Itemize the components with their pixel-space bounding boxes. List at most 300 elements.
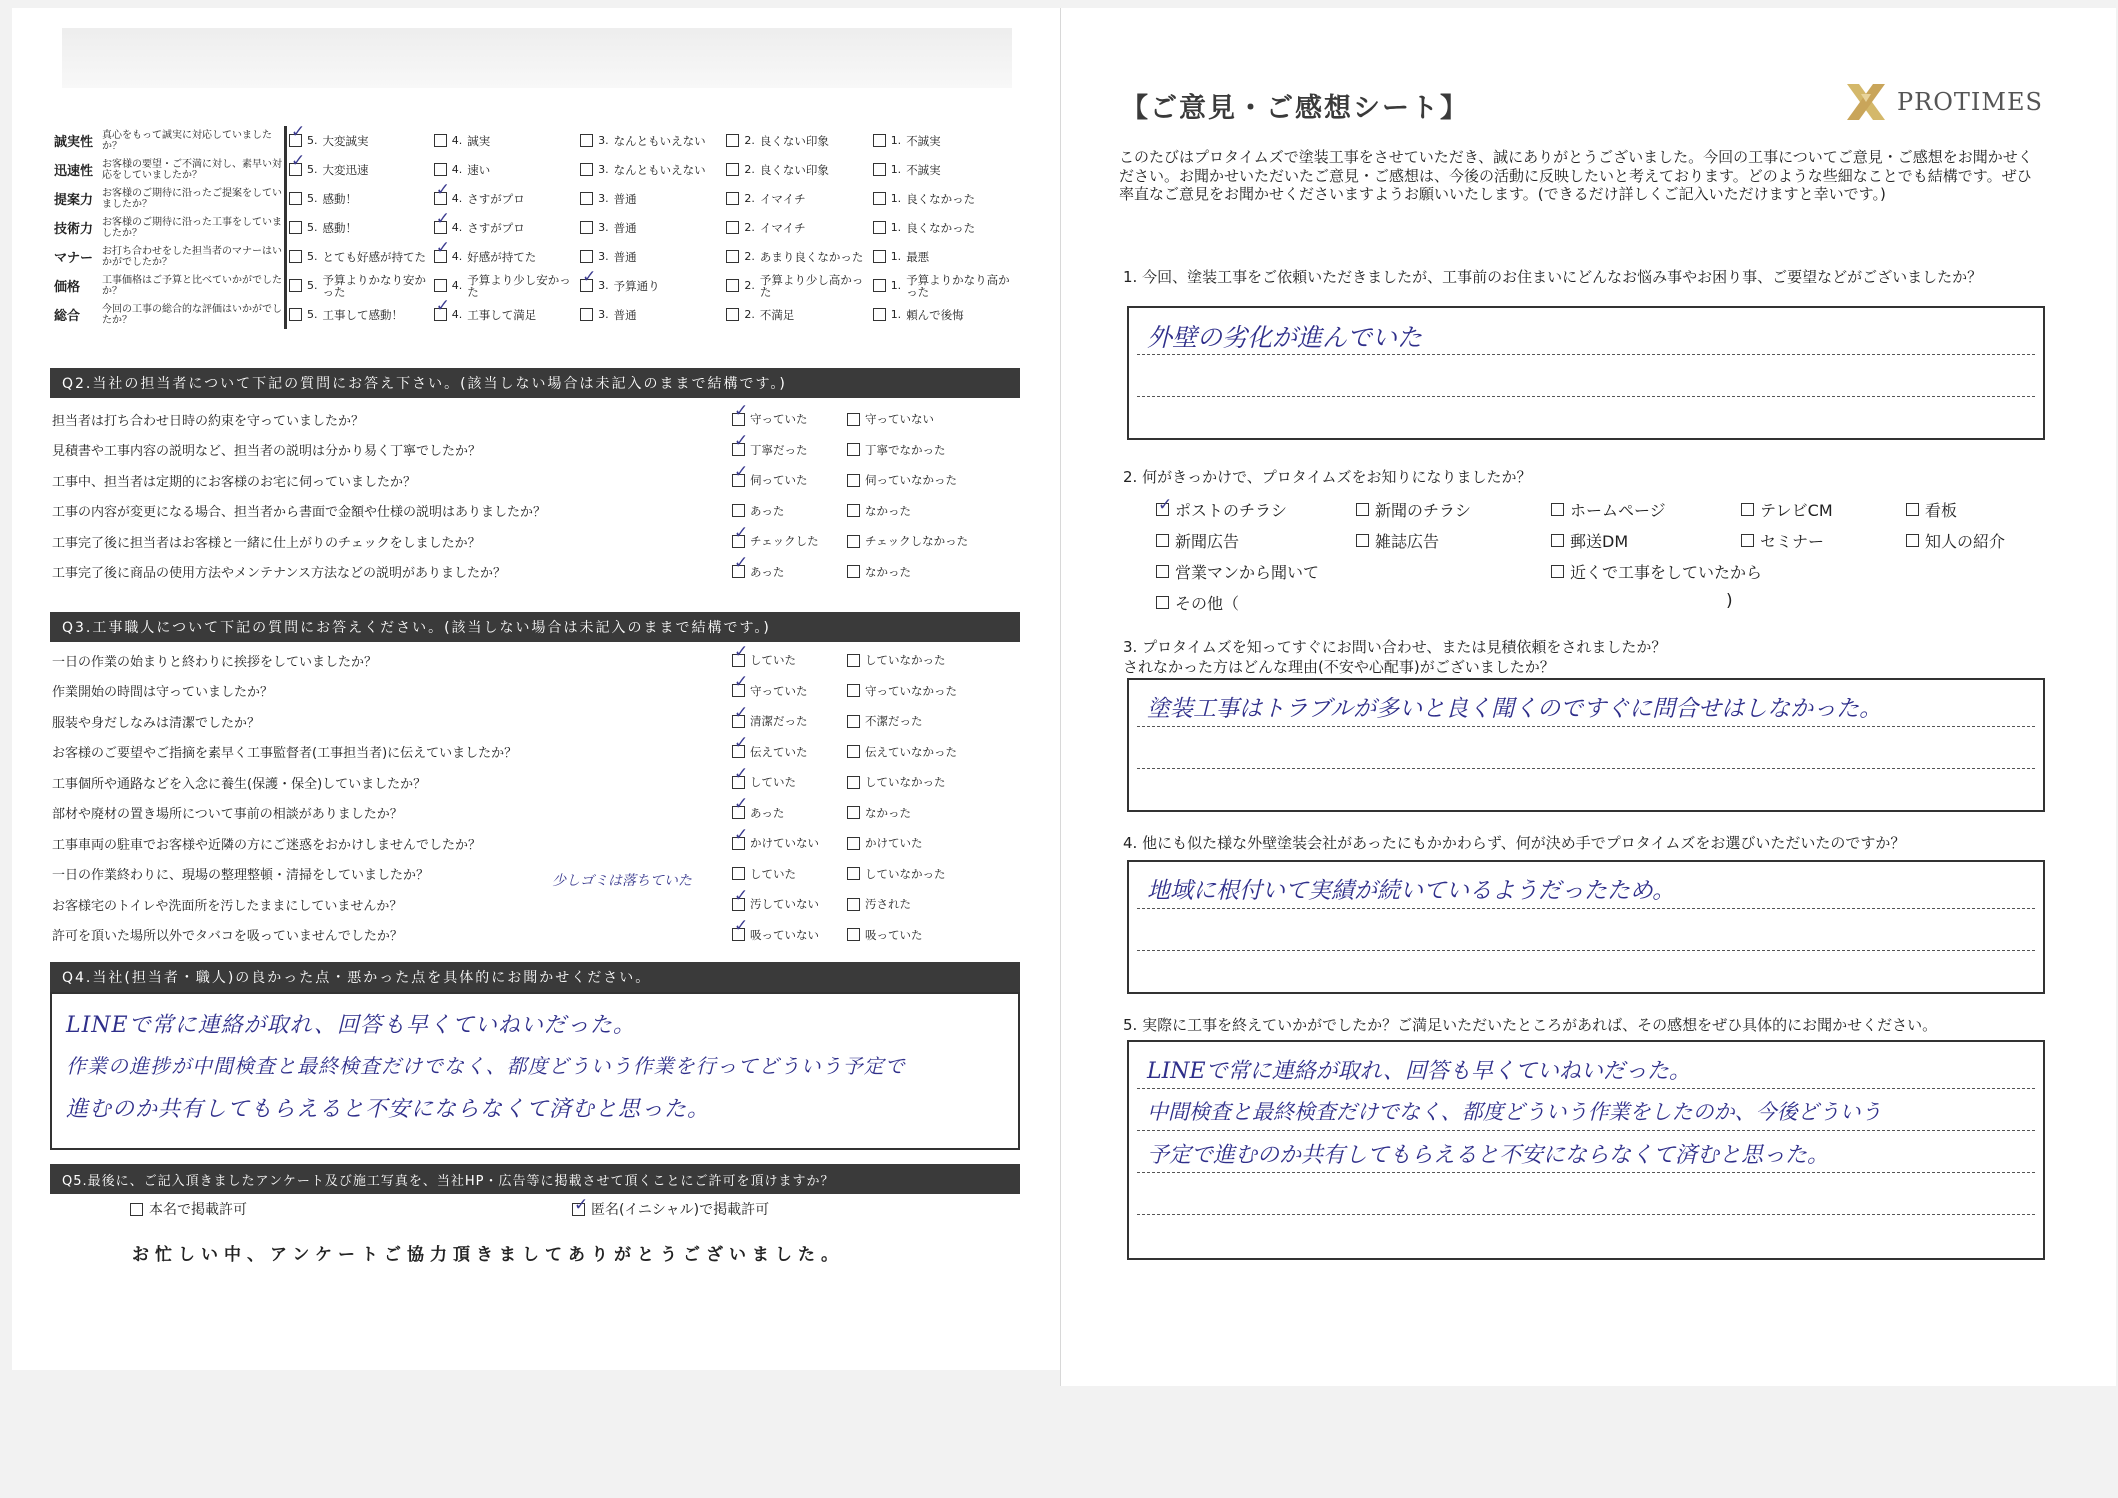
q1-row-label: 価格	[54, 280, 81, 295]
option-label: 良くなかった	[906, 220, 976, 235]
q1-option-cell	[432, 213, 578, 242]
rating-option[interactable]	[873, 250, 1015, 263]
rating-option[interactable]	[726, 250, 868, 263]
question-text: 工事の内容が変更になる場合、担当者から書面で金額や仕様の説明はありましたか？	[52, 505, 547, 521]
option-label: 頼んで後悔	[906, 307, 964, 322]
checkbox[interactable]	[434, 134, 447, 147]
checkbox[interactable]	[572, 1203, 585, 1216]
answer-option-yes[interactable]	[732, 867, 796, 880]
answer-option-yes[interactable]	[732, 806, 784, 819]
checkbox[interactable]	[732, 867, 745, 880]
checkbox[interactable]	[847, 745, 860, 758]
q2-option[interactable]	[1551, 560, 1762, 583]
option-number: 5.	[307, 307, 318, 321]
answer-option-no[interactable]	[847, 837, 923, 850]
checkbox[interactable]	[873, 250, 886, 263]
option-number: 5.	[307, 249, 318, 263]
answer-option-yes[interactable]	[732, 898, 819, 911]
option-label: 吸っていない	[750, 927, 819, 942]
q5-option-real-name[interactable]	[130, 1199, 247, 1219]
survey-question-row	[52, 676, 1017, 707]
option-number: 1.	[890, 191, 902, 205]
rating-option[interactable]	[434, 274, 576, 298]
q3-answer-box[interactable]	[1127, 678, 2045, 812]
q4-answer-box[interactable]	[1127, 860, 2045, 994]
q4-answer-line: LINEで常に連絡が取れ、回答も早くていねいだった。	[66, 1013, 636, 1038]
answer-option-no[interactable]	[847, 776, 946, 789]
survey-question-row	[52, 557, 1017, 588]
rating-option[interactable]	[434, 308, 576, 321]
rating-option[interactable]	[289, 134, 430, 147]
checkbox[interactable]	[732, 654, 745, 667]
checkbox[interactable]	[847, 474, 860, 487]
paren-close: )	[1726, 591, 1733, 611]
option-number: 3.	[598, 249, 609, 263]
checkbox[interactable]	[726, 250, 739, 263]
option-label: 汚していない	[750, 897, 819, 912]
checkbox[interactable]	[732, 504, 745, 517]
survey-question-row	[52, 645, 1017, 676]
answer-option-no[interactable]	[847, 745, 957, 758]
answer-option-yes[interactable]	[732, 474, 808, 487]
survey-question-row	[52, 737, 1017, 768]
q1-question: 1. 今回、塗装工事をご依頼いただきましたが、工事前のお住まいにどんなお悩み事やお困り事、ご要望などがございましたか？	[1123, 268, 1983, 286]
survey-question-row	[52, 798, 1017, 829]
q2-header: Q2.当社の担当者について下記の質問にお答え下さい。(該当しない場合は未記入のままで結構です。)	[50, 368, 1020, 398]
option-label: 良くない印象	[759, 133, 829, 148]
checkbox[interactable]	[732, 715, 745, 728]
checkbox[interactable]	[130, 1203, 143, 1216]
option-label: 丁寧だった	[750, 442, 808, 457]
checkbox[interactable]	[289, 221, 302, 234]
answer-option-no[interactable]	[847, 654, 946, 667]
checkbox[interactable]	[732, 898, 745, 911]
checkbox[interactable]	[289, 134, 302, 147]
option-label: あった	[750, 805, 785, 820]
option-label: 吸っていた	[865, 927, 923, 942]
checkbox[interactable]	[1741, 534, 1754, 547]
rating-option[interactable]	[873, 134, 1015, 147]
checkbox[interactable]	[1551, 534, 1564, 547]
checkbox[interactable]	[847, 504, 860, 517]
checkbox[interactable]	[580, 279, 593, 292]
option-label: 新聞のチラシ	[1375, 501, 1472, 520]
q1-option-cell	[286, 213, 432, 242]
rule-line	[1137, 1088, 2035, 1089]
answer-option-no[interactable]	[847, 535, 968, 548]
checkbox[interactable]	[847, 443, 860, 456]
checkbox[interactable]	[434, 279, 447, 292]
q3-question-list	[52, 645, 1017, 950]
rating-option[interactable]	[873, 274, 1015, 298]
option-label: 予算より少し高かった	[759, 272, 864, 299]
rating-option[interactable]	[580, 250, 722, 263]
q3-question: 3. プロタイムズを知ってすぐにお問い合わせ、または見積依頼をされましたか？	[1123, 638, 1667, 656]
q4-answer: 地域に根付いて実績が続いているようだったため。	[1147, 878, 1676, 904]
checkbox[interactable]	[289, 250, 302, 263]
q1-option-cell	[286, 155, 432, 184]
option-label: 大変迅速	[322, 162, 369, 177]
rating-option[interactable]	[434, 134, 576, 147]
checkbox[interactable]	[726, 279, 739, 292]
checkbox[interactable]	[732, 565, 745, 578]
question-text: 担当者は打ち合わせ日時の約束を守っていましたか？	[52, 413, 365, 429]
option-label: 良くない印象	[759, 162, 829, 177]
option-label: 感動！	[322, 220, 357, 235]
checkbox[interactable]	[726, 221, 739, 234]
q4-answer-box[interactable]	[50, 992, 1020, 1150]
answer-option-yes[interactable]	[732, 715, 808, 728]
rating-option[interactable]	[726, 221, 868, 234]
checkbox[interactable]	[580, 163, 593, 176]
checkbox[interactable]	[847, 715, 860, 728]
checkbox[interactable]	[873, 163, 886, 176]
option-number: 3.	[598, 162, 609, 176]
checkbox[interactable]	[1906, 534, 1919, 547]
option-label: 営業マンから聞いて	[1175, 563, 1320, 582]
checkbox[interactable]	[732, 535, 745, 548]
q2-option[interactable]	[1551, 529, 1628, 552]
q1-row	[52, 242, 1017, 271]
q1-option-cell	[578, 300, 724, 329]
option-number: 3.	[598, 278, 609, 292]
answer-option-no[interactable]	[847, 806, 911, 819]
option-label: 伝えていなかった	[865, 744, 957, 759]
q5-answer-box[interactable]	[1127, 1040, 2045, 1260]
option-number: 1.	[890, 278, 902, 292]
q1-row-label: 誠実性	[54, 135, 94, 150]
option-label: 普通	[613, 220, 637, 235]
answer-option-yes[interactable]	[732, 776, 796, 789]
option-label: かけていた	[865, 836, 923, 851]
checkbox[interactable]	[1156, 596, 1169, 609]
option-number: 4.	[451, 162, 463, 176]
checkbox[interactable]	[732, 684, 745, 697]
q3-question-sub: されなかった方はどんな理由(不安や心配事)がございましたか？	[1123, 658, 1555, 676]
option-label: なんともいえない	[613, 162, 706, 177]
q1-option-cell	[578, 271, 724, 300]
rating-option[interactable]	[726, 274, 868, 298]
q4-question: 4. 他にも似た様な外壁塗装会社があったにもかかわらず、何が決め手でプロタイムズをお選びいただいたのですか？	[1123, 834, 1906, 852]
answer-option-yes[interactable]	[732, 745, 808, 758]
option-label: 良くなかった	[906, 191, 976, 206]
checkbox[interactable]	[732, 928, 745, 941]
checkbox[interactable]	[1356, 503, 1369, 516]
q1-row	[52, 271, 1017, 300]
checkbox[interactable]	[847, 867, 860, 880]
q5-option-label: 本名で掲載許可	[149, 1202, 247, 1218]
rule-line	[1137, 396, 2035, 397]
q1-option-cell	[432, 126, 578, 155]
option-label: していた	[750, 866, 796, 881]
checkbox[interactable]	[847, 837, 860, 850]
q2-option[interactable]	[1156, 529, 1239, 552]
rating-option[interactable]	[434, 163, 576, 176]
rating-option[interactable]	[289, 221, 430, 234]
logo-mark-icon	[1843, 80, 1889, 124]
option-label: 予算よりかなり安かった	[322, 272, 426, 299]
option-label: 郵送DM	[1570, 532, 1629, 551]
answer-option-no[interactable]	[847, 867, 946, 880]
question-text: 部材や廃材の置き場所について事前の相談がありましたか？	[52, 807, 403, 823]
checkbox[interactable]	[732, 474, 745, 487]
thanks-message: お忙しい中、アンケートご協力頂きましてありがとうございました。	[132, 1245, 844, 1265]
option-label: していた	[750, 653, 796, 668]
rating-option[interactable]	[580, 221, 722, 234]
answer-option-yes[interactable]	[732, 504, 784, 517]
checkbox[interactable]	[289, 163, 302, 176]
q5-answer-line: LINEで常に連絡が取れ、回答も早くていねいだった。	[1147, 1059, 1691, 1084]
q2-option[interactable]	[1906, 498, 1957, 521]
checkbox[interactable]	[1156, 565, 1169, 578]
q2-option[interactable]	[1906, 529, 2005, 552]
option-number: 3.	[598, 307, 609, 321]
q4-header: Q4.当社(担当者・職人)の良かった点・悪かった点を具体的にお聞かせください。	[50, 962, 1020, 992]
rating-option[interactable]	[580, 308, 722, 321]
rating-option[interactable]	[726, 308, 868, 321]
q5-option-anonymous[interactable]	[572, 1199, 769, 1219]
survey-question-row	[52, 496, 1017, 527]
checkbox[interactable]	[847, 413, 860, 426]
answer-option-yes[interactable]	[732, 928, 819, 941]
question-text: 服装や身だしなみは清潔でしたか？	[52, 715, 261, 731]
answer-option-no[interactable]	[847, 898, 911, 911]
answer-option-yes[interactable]	[732, 413, 808, 426]
q1-option-cell	[286, 126, 432, 155]
q1-option-cell	[578, 184, 724, 213]
survey-question-row	[52, 404, 1017, 435]
option-label: あった	[750, 564, 785, 579]
q1-option-cell	[871, 213, 1017, 242]
rating-option[interactable]	[434, 192, 576, 205]
protimes-logo	[1843, 80, 2043, 124]
rating-option[interactable]	[873, 221, 1015, 234]
option-number: 4.	[451, 133, 463, 147]
checkbox[interactable]	[1551, 503, 1564, 516]
question-text: 許可を頂いた場所以外でタバコを吸っていませんでしたか？	[52, 929, 403, 945]
survey-question-row	[52, 465, 1017, 496]
checkbox[interactable]	[434, 163, 447, 176]
option-number: 2.	[744, 191, 755, 205]
checkbox[interactable]	[873, 221, 886, 234]
checkbox[interactable]	[847, 898, 860, 911]
checkbox[interactable]	[847, 565, 860, 578]
q1-answer-box[interactable]	[1127, 306, 2045, 440]
rating-option[interactable]	[434, 221, 576, 234]
option-number: 1.	[890, 307, 902, 321]
checkbox[interactable]	[1156, 503, 1169, 516]
checkbox[interactable]	[1906, 503, 1919, 516]
q2-option[interactable]	[1356, 498, 1471, 521]
q2-option[interactable]	[1156, 591, 1239, 614]
question-text: 工事完了後に商品の使用方法やメンテナンス方法などの説明がありましたか？	[52, 566, 506, 582]
q2-option[interactable]	[1741, 529, 1824, 552]
rating-option[interactable]	[580, 192, 722, 205]
rating-option[interactable]	[726, 192, 868, 205]
option-number: 1.	[890, 220, 902, 234]
rating-option[interactable]	[289, 308, 430, 321]
checkbox[interactable]	[726, 308, 739, 321]
answer-option-yes[interactable]	[732, 565, 784, 578]
question-text: 一日の作業の始まりと終わりに挨拶をしていましたか？	[52, 654, 378, 670]
left-survey-sheet	[12, 8, 1062, 1370]
q1-row-question: 今回の工事の総合的な評価はいかがでしたか？	[100, 300, 286, 329]
q1-row	[52, 184, 1017, 213]
q1-option-cell	[578, 242, 724, 271]
checkbox[interactable]	[434, 308, 447, 321]
checkbox[interactable]	[873, 279, 886, 292]
q1-option-cell	[871, 242, 1017, 271]
option-label: かけていない	[750, 836, 819, 851]
checkbox[interactable]	[873, 134, 886, 147]
checkbox[interactable]	[580, 192, 593, 205]
q2-option[interactable]	[1356, 529, 1439, 552]
rating-option[interactable]	[580, 163, 722, 176]
answer-option-yes[interactable]	[732, 443, 808, 456]
checkbox[interactable]	[580, 221, 593, 234]
option-label: とても好感が持てた	[322, 249, 426, 264]
option-label: 大変誠実	[322, 133, 369, 148]
option-label: さすがプロ	[467, 220, 525, 235]
rating-option[interactable]	[580, 134, 722, 147]
rating-option[interactable]	[873, 163, 1015, 176]
checkbox[interactable]	[580, 250, 593, 263]
rule-line	[1137, 726, 2035, 727]
checkbox[interactable]	[732, 776, 745, 789]
checkbox[interactable]	[732, 806, 745, 819]
rule-line	[1137, 354, 2035, 355]
q1-option-cell	[724, 126, 870, 155]
option-label: 不誠実	[906, 162, 941, 177]
q1-option-cell	[724, 155, 870, 184]
q1-option-cell	[286, 300, 432, 329]
checkbox[interactable]	[732, 443, 745, 456]
rule-line	[1137, 908, 2035, 909]
q2-option[interactable]	[1156, 560, 1319, 583]
q2-question-list	[52, 404, 1017, 587]
answer-option-yes[interactable]	[732, 535, 819, 548]
answer-option-no[interactable]	[847, 443, 946, 456]
checkbox[interactable]	[847, 535, 860, 548]
answer-option-no[interactable]	[847, 684, 957, 697]
question-text: 工事中、担当者は定期的にお客様のお宅に伺っていましたか？	[52, 474, 417, 490]
rating-option[interactable]	[726, 134, 868, 147]
checkbox[interactable]	[847, 928, 860, 941]
rating-option[interactable]	[873, 308, 1015, 321]
checkbox[interactable]	[580, 134, 593, 147]
rating-option[interactable]	[289, 163, 430, 176]
checkbox[interactable]	[1741, 503, 1754, 516]
rating-option[interactable]	[289, 192, 430, 205]
option-label: 知人の紹介	[1925, 532, 2006, 551]
checkbox[interactable]	[289, 279, 302, 292]
option-number: 2.	[744, 162, 755, 176]
survey-question-row	[52, 526, 1017, 557]
q1-row	[52, 126, 1017, 155]
checkbox[interactable]	[873, 308, 886, 321]
q1-row-label: 技術力	[54, 222, 94, 237]
checkbox[interactable]	[847, 654, 860, 667]
rating-option[interactable]	[873, 192, 1015, 205]
checkbox[interactable]	[1551, 565, 1564, 578]
answer-option-yes[interactable]	[732, 654, 796, 667]
q1-option-cell	[432, 271, 578, 300]
option-number: 4.	[451, 191, 463, 205]
checkbox[interactable]	[873, 192, 886, 205]
q1-option-cell	[724, 213, 870, 242]
checkbox[interactable]	[726, 192, 739, 205]
answer-option-no[interactable]	[847, 928, 923, 941]
checkbox[interactable]	[580, 308, 593, 321]
option-label: 好感が持てた	[467, 249, 537, 264]
checkbox[interactable]	[289, 308, 302, 321]
option-label: 新聞広告	[1175, 532, 1240, 551]
q1-option-cell	[871, 184, 1017, 213]
checkbox[interactable]	[726, 134, 739, 147]
checkbox[interactable]	[726, 163, 739, 176]
answer-option-no[interactable]	[847, 474, 957, 487]
q2-option[interactable]	[1156, 498, 1287, 521]
option-label: セミナー	[1760, 532, 1825, 551]
rating-option[interactable]	[434, 250, 576, 263]
scan-shadow	[62, 28, 1012, 88]
intro-text: このたびはプロタイムズで塗装工事をさせていただき、誠にありがとうございました。今回の工事についてご意見・ご感想をお聞かせください。お聞かせいただいたご意見・ご感想は、今後の活動に反映したいと考えております。どのような些細なことでも結構です。ぜひ率直なご意見をお聞かせくださいますようお願いいたします。(できるだけ詳しくご記入いただけますと幸いです。)	[1119, 148, 2033, 203]
q1-row	[52, 213, 1017, 242]
q1-row-question: お客様のご期待に沿った工事をしていましたか？	[100, 213, 286, 242]
checkbox[interactable]	[847, 776, 860, 789]
checkbox[interactable]	[434, 250, 447, 263]
answer-option-yes[interactable]	[732, 837, 819, 850]
checkbox[interactable]	[1356, 534, 1369, 547]
checkbox[interactable]	[434, 221, 447, 234]
q2-option[interactable]	[1741, 498, 1833, 521]
option-label: していなかった	[865, 866, 946, 881]
q1-row-question: 工事価格はご予算と比べていかがでしたか？	[100, 271, 286, 300]
checkbox[interactable]	[289, 192, 302, 205]
answer-option-yes[interactable]	[732, 684, 808, 697]
rule-line	[1137, 1130, 2035, 1131]
q4-answer-line: 進むのか共有してもらえると不安にならなくて済むと思った。	[66, 1097, 711, 1122]
option-label: 予算より少し安かった	[467, 272, 571, 299]
right-feedback-sheet	[1060, 8, 2116, 1386]
rating-option[interactable]	[289, 274, 430, 298]
rating-option[interactable]	[289, 250, 430, 263]
answer-option-no[interactable]	[847, 565, 911, 578]
option-number: 4.	[451, 220, 463, 234]
checkbox[interactable]	[732, 413, 745, 426]
option-number: 1.	[890, 133, 902, 147]
option-number: 4.	[451, 307, 463, 321]
rating-option[interactable]	[580, 279, 722, 292]
checkbox[interactable]	[434, 192, 447, 205]
checkbox[interactable]	[847, 806, 860, 819]
q2-option[interactable]	[1551, 498, 1666, 521]
rule-line	[1137, 1172, 2035, 1173]
checkbox[interactable]	[732, 745, 745, 758]
answer-option-no[interactable]	[847, 715, 923, 728]
answer-option-no[interactable]	[847, 413, 934, 426]
q1-option-cell	[578, 126, 724, 155]
survey-question-row	[52, 435, 1017, 466]
checkbox[interactable]	[847, 684, 860, 697]
rating-option[interactable]	[726, 163, 868, 176]
checkbox[interactable]	[732, 837, 745, 850]
option-label: 守っていた	[750, 683, 808, 698]
checkbox[interactable]	[1156, 534, 1169, 547]
answer-option-no[interactable]	[847, 504, 911, 517]
question-text: 作業開始の時間は守っていましたか？	[52, 685, 274, 701]
q3-answer: 塗装工事はトラブルが多いと良く聞くのですぐに問合せはしなかった。	[1147, 696, 1883, 722]
